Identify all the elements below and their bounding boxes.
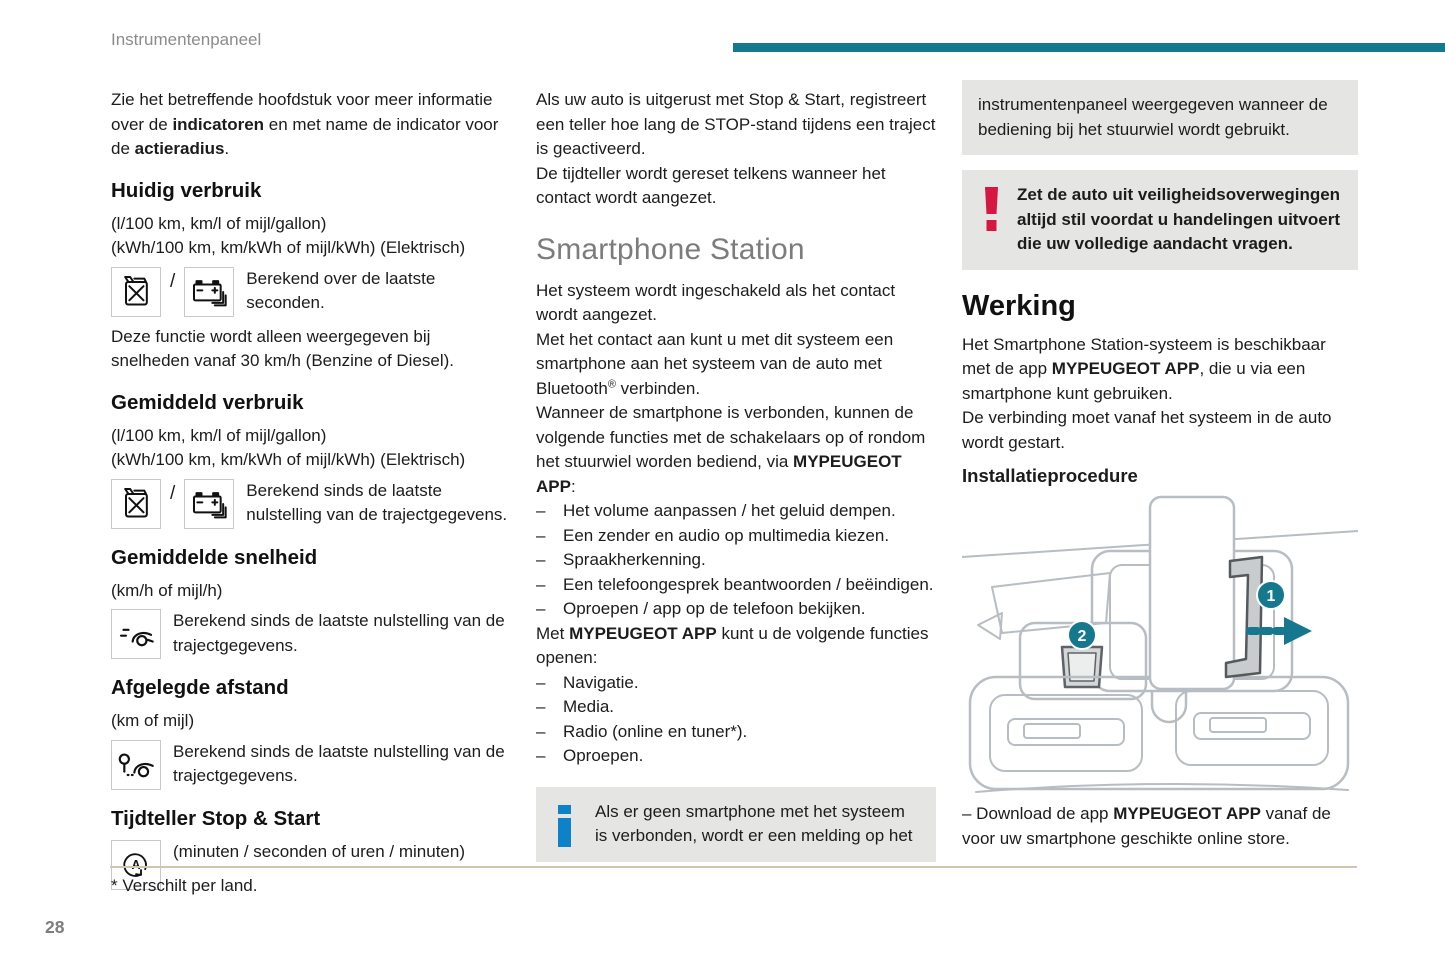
average-speed-icon: [111, 609, 161, 659]
battery-icon: [184, 267, 234, 317]
list-item: – Het volume aanpassen / het geluid dempen.: [536, 501, 896, 520]
column-1: [111, 88, 513, 898]
page-number: 28: [45, 917, 65, 937]
icon-legend-row: [111, 479, 513, 529]
info-icon: [556, 803, 573, 855]
system-paragraph: Het systeem wordt ingeschakeld als het contact wordt aangezet.: [536, 280, 896, 324]
badge-1: [1257, 581, 1285, 609]
page-header-title: Instrumentenpaneel: [111, 30, 262, 49]
icon-description: Berekend sinds de laatste nulstelling van de trajectgegevens.: [246, 480, 508, 524]
section-title-werking: Werking: [962, 289, 1076, 322]
info-note-text: Als er geen smartphone met het systeem is verbonden, wordt er een melding op het: [595, 801, 913, 845]
icon-legend-row: [111, 609, 513, 659]
download-paragraph: – Download de app MYPEUGEOT APP vanaf de voor uw smartphone geschikte online store.: [962, 804, 1331, 848]
note-paragraph: Deze functie wordt alleen weergegeven bij snelheden vanaf 30 km/h (Benzine of Diesel).: [111, 326, 455, 370]
stopstart-paragraph: Als uw auto is uitgerust met Stop & Start, registreert een teller hoe lang de STOP-stand tijdens een traject is geactiveerd.: [536, 90, 936, 158]
list-item: – Oproepen.: [536, 746, 644, 765]
werking-paragraph: De verbinding moet vanaf het systeem in de auto wordt gestart.: [962, 408, 1332, 452]
chapter-title-smartphone-station: Smartphone Station: [536, 232, 805, 266]
units-line: (l/100 km, km/l of mijl/gallon): [111, 425, 327, 445]
units-line: (kWh/100 km, km/kWh of mijl/kWh) (Elektrisch): [111, 450, 466, 469]
icon-description: Berekend over de laatste seconden.: [246, 268, 436, 312]
icon-legend-row: [111, 267, 513, 317]
section-title-gemiddeld-verbruik: Gemiddeld verbruik: [111, 390, 304, 414]
section-title-gemiddelde-snelheid: Gemiddelde snelheid: [111, 545, 318, 569]
svg-text:1: 1: [1266, 588, 1276, 605]
app-functions-paragraph: Met MYPEUGEOT APP kunt u de volgende functies openen:: [536, 623, 929, 667]
section-title-huidig-verbruik: Huidig verbruik: [111, 178, 262, 202]
units-line: (km/h of mijl/h): [111, 580, 223, 600]
list-item: – Radio (online en tuner*).: [536, 721, 748, 741]
units-line: (l/100 km, km/l of mijl/gallon): [111, 213, 327, 233]
fuel-can-icon: [111, 267, 161, 317]
stopstart-paragraph: De tijdteller wordt gereset telkens wanneer het contact wordt aangezet.: [536, 163, 886, 207]
units-line: (kWh/100 km, km/kWh of mijl/kWh) (Elektrisch): [111, 238, 466, 257]
svg-text:A: A: [131, 857, 141, 872]
warning-box: [962, 170, 1358, 270]
smartphone-station-illustration: [962, 495, 1358, 798]
column-2: [536, 88, 936, 862]
badge-2: [1068, 621, 1096, 649]
section-title-afgelegde-afstand: Afgelegde afstand: [111, 676, 289, 699]
intro-paragraph: Zie het betreffende hoofdstuk voor meer informatie over de indicatoren en met name de indicator voor de actieradius.: [111, 90, 499, 158]
list-item: – Spraakherkenning.: [536, 550, 706, 569]
list-item: – Navigatie.: [536, 672, 639, 692]
continuation-note-box: instrumentenpaneel weergegeven wanneer de bediening bij het stuurwiel wordt gebruikt.: [962, 80, 1358, 155]
subsection-title-installatieprocedure: Installatieprocedure: [962, 465, 1138, 486]
list-item: – Een telefoongesprek beantwoorden / beëindigen.: [536, 574, 934, 594]
icon-description: Berekend sinds de laatste nulstelling van de trajectgegevens.: [173, 611, 505, 655]
warning-icon: [984, 186, 999, 240]
icon-description: Berekend sinds de laatste nulstelling van de trajectgegevens.: [173, 741, 505, 785]
distance-icon: [111, 740, 161, 790]
list-item: – Een zender en audio op multimedia kiezen.: [536, 525, 890, 545]
svg-text:2: 2: [1077, 628, 1087, 645]
functions-paragraph: Wanneer de smartphone is verbonden, kunnen de volgende functies met de schakelaars op of rondom het stuurwiel worden bediend, via MYPEUGEOT APP:: [536, 403, 926, 496]
slash-separator: /: [170, 482, 176, 504]
info-note-box: [536, 787, 936, 862]
column-3: [962, 80, 1358, 851]
fuel-can-icon: [111, 479, 161, 529]
footer-divider: [110, 866, 1357, 868]
units-line: (km of mijl): [111, 711, 195, 730]
werking-paragraph: Het Smartphone Station-systeem is beschikbaar met de app MYPEUGEOT APP, die u via een smartphone kunt gebruiken.: [962, 334, 1326, 403]
footnote: * Verschilt per land.: [111, 876, 258, 895]
section-title-tijdteller: Tijdteller Stop & Start: [111, 806, 321, 830]
bluetooth-paragraph: Met het contact aan kunt u met dit systeem een smartphone aan het systeem van de auto met Bluetooth® verbinden.: [536, 329, 894, 398]
header-accent-bar: [733, 43, 1445, 52]
icon-legend-row: [111, 740, 513, 790]
warning-text: Zet de auto uit veiligheidsoverwegingen altijd stil voordat u handelingen uitvoert die uw volledige aandacht vragen.: [1017, 185, 1341, 253]
battery-icon: [184, 479, 234, 529]
list-item: – Media.: [536, 697, 615, 716]
slash-separator: /: [170, 270, 176, 292]
list-item: – Oproepen / app op de telefoon bekijken.: [536, 599, 866, 618]
icon-description: (minuten / seconden of uren / minuten): [173, 841, 465, 861]
